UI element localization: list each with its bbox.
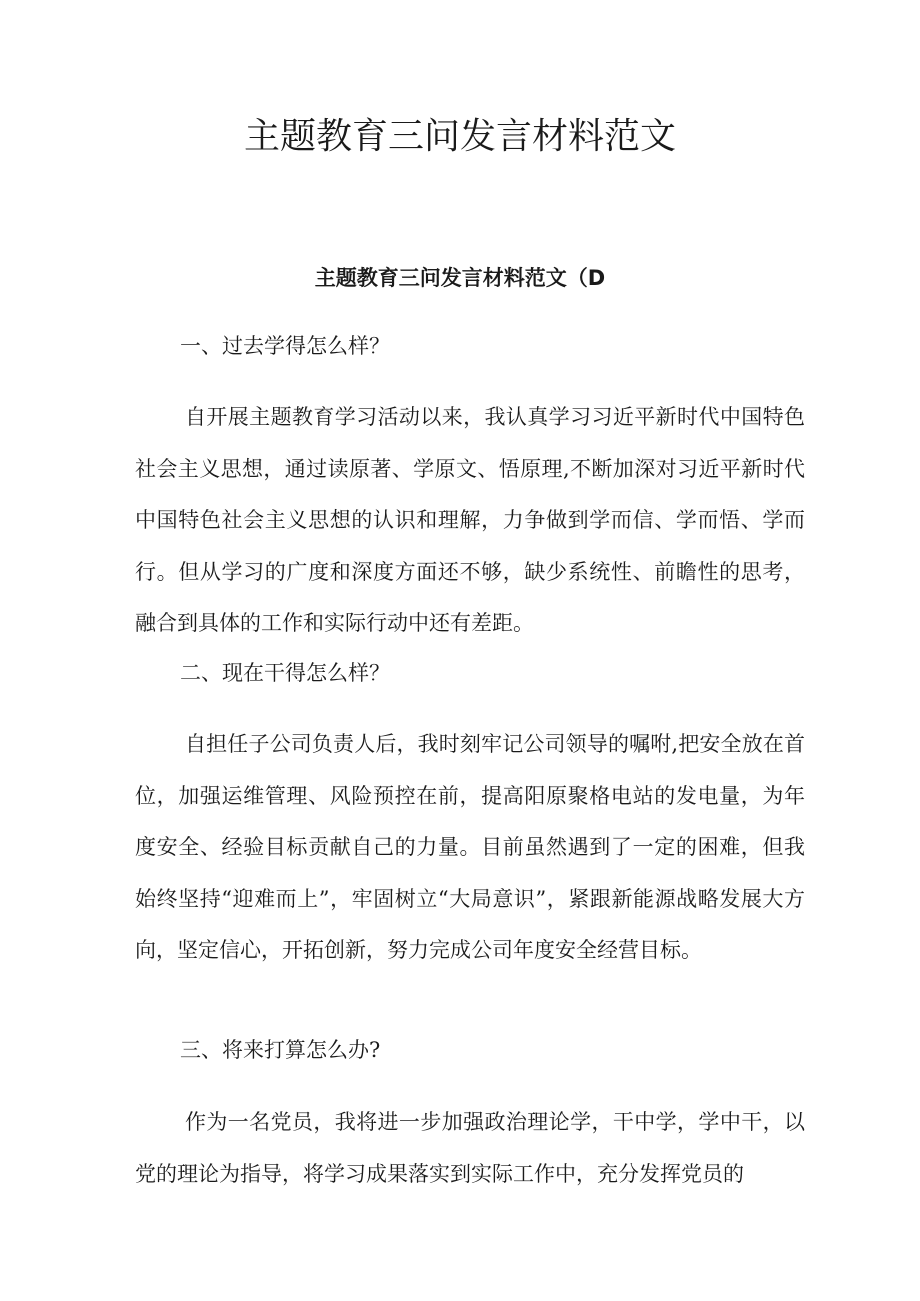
section-heading: 二、现在干得怎么样？	[180, 661, 390, 685]
section-heading: 一、过去学得怎么样？	[180, 334, 390, 358]
section-paragraph: 自担任子公司负责人后，我时刻牢记公司领导的嘱咐,把安全放在首位，加强运维管理、风险预控在前，提高阳原聚格电站的发电量，为年度安全、经验目标贡献自己的力量。目前虽然遇到了一定的困难，但我始终坚持“迎难而上”，牢固树立“大局意识”，紧跟新能源战略发展大方向，坚定信心，开拓创新，努力完成公司年度安全经营目标。	[135, 732, 805, 962]
document-title: 主题教育三问发言材料范文	[243, 116, 676, 157]
section-paragraph: 自开展主题教育学习活动以来，我认真学习习近平新时代中国特色社会主义思想，通过读原著、学原文、悟原理,不断加深对习近平新时代中国特色社会主义思想的认识和理解，力争做到学而信、学而悟、学而行。但从学习的广度和深度方面还不够，缺少系统性、前瞻性的思考，融合到具体的工作和实际行动中还有差距。	[135, 405, 805, 635]
section-paragraph: 作为一名党员，我将进一步加强政治理论学，干中学，学中干，以党的理论为指导，将学习成果落实到实际工作中，充分发挥党员的	[135, 1110, 805, 1186]
section-heading: 三、将来打算怎么办?	[180, 1038, 381, 1062]
document-subtitle: 主题教育三问发言材料范文（D	[314, 266, 606, 290]
